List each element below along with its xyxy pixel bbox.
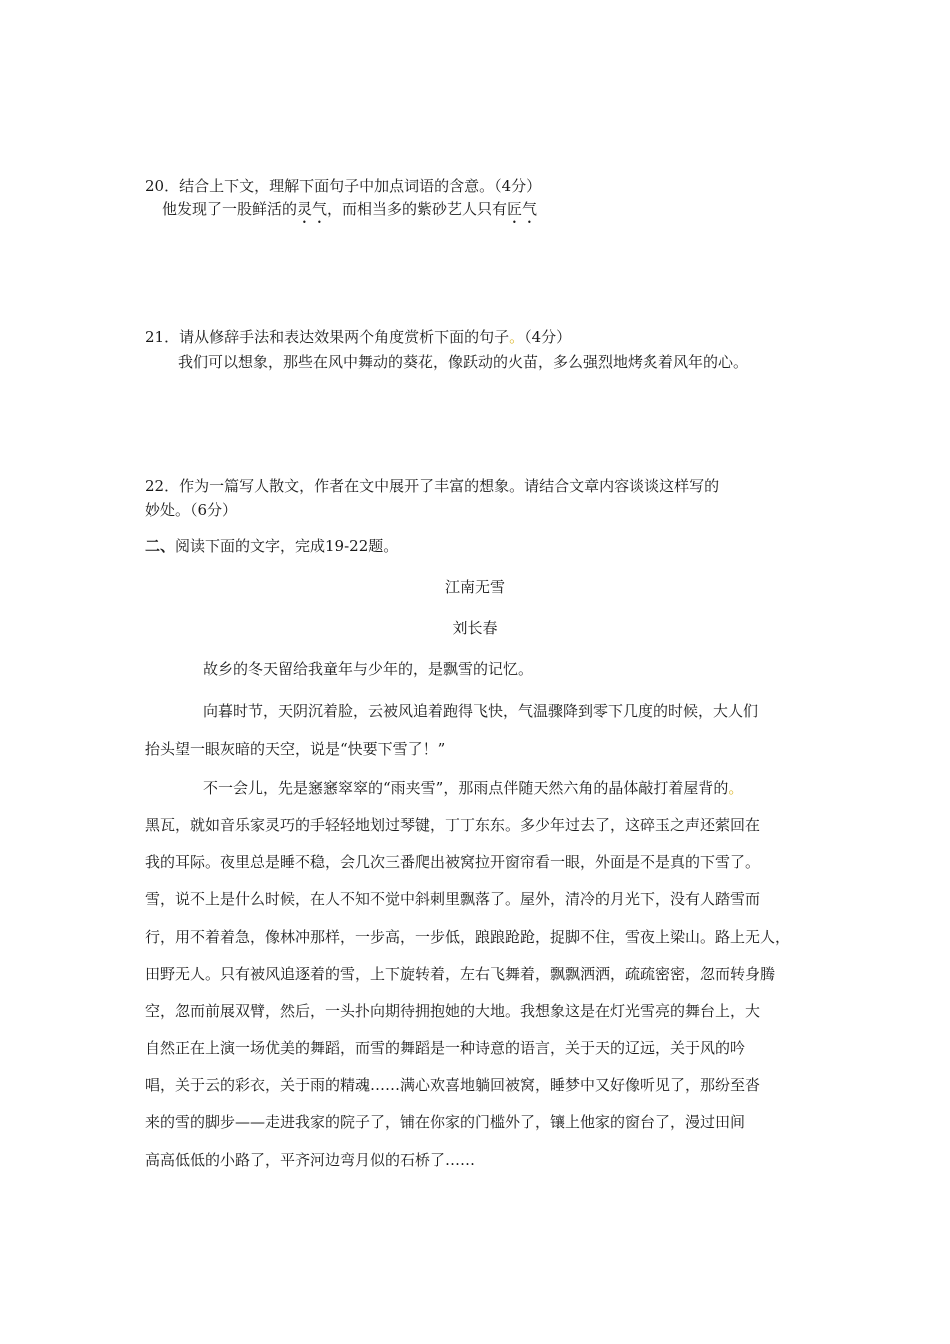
paragraph-3-line-8: 自然正在上演一场优美的舞蹈，而雪的舞蹈是一种诗意的语言，关于天的辽远，关于风的吟 — [145, 1039, 746, 1057]
question-21-score: （4分） — [524, 328, 572, 346]
paragraph-3-line-11: 高高低低的小路了，平齐河边弯月似的石桥了…… — [145, 1151, 476, 1169]
question-21-stem — [145, 327, 571, 347]
question-20-dotted-word-a: 灵气 — [297, 200, 328, 218]
paragraph-2-line-2: 抬头望一眼灰暗的天空，说是“快要下雪了！” — [145, 740, 446, 758]
question-22-line-1: 22．作为一篇写人散文，作者在文中展开了丰富的想象。请结合文章内容谈谈这样写的 — [145, 477, 720, 495]
question-21-stem-mark: 。 — [509, 328, 525, 346]
paragraph-3-line-4: 雪，说不上是什么时候，在人不知不觉中斜刺里飘落了。屋外，清冷的月光下，没有人踏雪而 — [145, 890, 761, 908]
paragraph-3-line-5: 行，用不着着急，像林冲那样，一步高，一步低，踉踉跄跄，捉脚不住，雪夜上梁山。路上无人， — [145, 928, 791, 946]
question-21-stem-text: 21．请从修辞手法和表达效果两个角度赏析下面的句子 — [145, 328, 510, 346]
paragraph-3-line-9: 唱，关于云的彩衣，关于雨的精魂……满心欢喜地躺回被窝，睡梦中又好像听见了，那纷至沓 — [145, 1076, 761, 1094]
section-2-heading — [145, 536, 398, 556]
question-20-dotted-word-b: 匠气 — [507, 200, 538, 218]
paragraph-3-line-2: 黑瓦，就如音乐家灵巧的手轻轻地划过琴键，丁丁东东。多少年过去了，这碎玉之声还萦回在 — [145, 816, 761, 834]
paragraph-1: 故乡的冬天留给我童年与少年的，是飘雪的记忆。 — [203, 660, 534, 678]
article-title: 江南无雪 — [444, 578, 505, 596]
paragraph-3-line-1-text: 不一会儿，先是窸窸窣窣的“雨夹雪”，那雨点伴随天然六角的晶体敲打着屋背的 — [203, 779, 729, 797]
question-22-line-2: 妙处。（6分） — [145, 501, 238, 519]
paragraph-3-line-10: 来的雪的脚步——走进我家的院子了，铺在你家的门槛外了，镶上他家的窗台了，漫过田间 — [145, 1113, 746, 1131]
paragraph-3-line-3: 我的耳际。夜里总是睡不稳，会几次三番爬出被窝拉开窗帘看一眼，外面是不是真的下雪了。 — [145, 853, 761, 871]
paragraph-3-line-6: 田野无人。只有被风追逐着的雪，上下旋转着，左右飞舞着，飘飘洒洒，疏疏密密，忽而转身腾 — [145, 965, 776, 983]
paragraph-3-line-1 — [203, 778, 743, 798]
article-author: 刘长春 — [452, 619, 498, 637]
question-20-stem: 20．结合上下文，理解下面句子中加点词语的含意。（4分） — [145, 177, 542, 195]
paragraph-3-line-1-mark: 。 — [728, 779, 744, 797]
paragraph-3-line-7: 空，忽而前展双臂，然后，一头扑向期待拥抱她的大地。我想象这是在灯光雪亮的舞台上，大 — [145, 1002, 761, 1020]
section-2-number: 二、 — [145, 537, 176, 555]
paragraph-2-line-1: 向暮时节，天阴沉着脸，云被风追着跑得飞快，气温骤降到零下几度的时候，大人们 — [203, 702, 759, 720]
question-20-sentence-part-a: 他发现了一股鲜活的 — [162, 200, 298, 218]
question-21-sentence: 我们可以想象，那些在风中舞动的葵花，像跃动的火苗，多么强烈地烤炙着风年的心。 — [178, 353, 749, 371]
question-20-sentence — [162, 199, 537, 227]
section-2-instruction: 阅读下面的文字，完成19-22题。 — [175, 537, 399, 555]
question-20-sentence-part-b: ，而相当多的紫砂艺人只有 — [327, 200, 508, 218]
